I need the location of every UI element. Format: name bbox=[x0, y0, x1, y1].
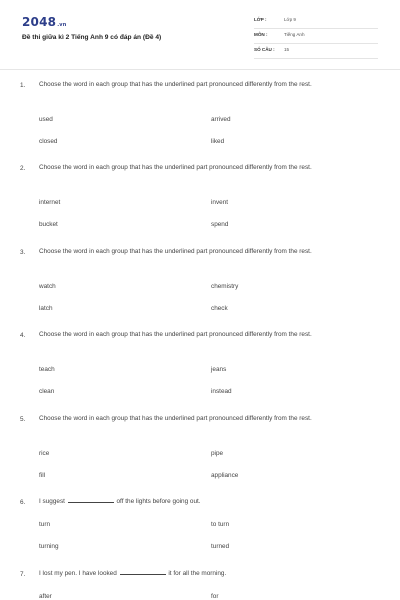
meta-key: LỚP : bbox=[254, 17, 267, 22]
option-c[interactable]: fill bbox=[39, 472, 46, 479]
logo-text: 2048 bbox=[22, 15, 57, 29]
option-a[interactable]: rice bbox=[39, 450, 50, 457]
option-b[interactable]: jeans bbox=[211, 366, 227, 373]
option-a[interactable]: turn bbox=[39, 521, 51, 528]
question-text-after: it for all the morning. bbox=[168, 570, 227, 577]
option-d[interactable]: check bbox=[211, 305, 228, 312]
option-d[interactable]: appliance bbox=[211, 472, 239, 479]
option-a[interactable]: internet bbox=[39, 199, 61, 206]
option-b[interactable]: invent bbox=[211, 199, 229, 206]
option-b[interactable]: chemistry bbox=[211, 283, 239, 290]
meta-row-class bbox=[254, 14, 378, 29]
question-number: 1. bbox=[20, 82, 26, 89]
question-text: Choose the word in each group that has the underlined part pronounced differently from the rest. bbox=[39, 248, 312, 255]
document-title: Đề thi giữa kì 2 Tiếng Anh 9 có đáp án (Đề 4) bbox=[22, 34, 162, 41]
option-b[interactable]: arrived bbox=[211, 116, 231, 123]
option-c[interactable]: latch bbox=[39, 305, 53, 312]
meta-row-question-count bbox=[254, 44, 378, 59]
option-d[interactable]: spend bbox=[211, 221, 229, 228]
question-number: 7. bbox=[20, 571, 26, 578]
question-text bbox=[39, 568, 377, 580]
question-number: 6. bbox=[20, 499, 26, 506]
option-d[interactable]: turned bbox=[211, 543, 230, 550]
option-d[interactable]: instead bbox=[211, 388, 232, 395]
question-number: 3. bbox=[20, 249, 26, 256]
option-c[interactable]: bucket bbox=[39, 221, 58, 228]
option-b[interactable]: for bbox=[211, 593, 219, 600]
meta-key: MÔN : bbox=[254, 32, 268, 37]
option-c[interactable]: closed bbox=[39, 138, 58, 145]
question-number: 4. bbox=[20, 332, 26, 339]
document-header bbox=[0, 0, 400, 70]
question-text-before: I lost my pen. I have looked bbox=[39, 570, 117, 577]
option-a[interactable]: watch bbox=[39, 283, 56, 290]
question-text: Choose the word in each group that has the underlined part pronounced differently from the rest. bbox=[39, 81, 312, 88]
meta-key: SỐ CÂU : bbox=[254, 47, 275, 52]
logo-suffix: .vn bbox=[57, 22, 67, 28]
question-number: 5. bbox=[20, 416, 26, 423]
option-d[interactable]: liked bbox=[211, 138, 225, 145]
meta-value: 15 bbox=[284, 47, 290, 52]
question-text bbox=[39, 496, 377, 508]
option-c[interactable]: clean bbox=[39, 388, 55, 395]
question-text: Choose the word in each group that has the underlined part pronounced differently from the rest. bbox=[39, 164, 312, 171]
option-c[interactable]: turning bbox=[39, 543, 59, 550]
question-text-after: off the lights before going out. bbox=[116, 498, 201, 505]
option-b[interactable]: pipe bbox=[211, 450, 224, 457]
question-text-before: I suggest bbox=[39, 498, 65, 505]
option-a[interactable]: after bbox=[39, 593, 52, 600]
question-text: Choose the word in each group that has the underlined part pronounced differently from the rest. bbox=[39, 415, 312, 422]
option-b[interactable]: to turn bbox=[211, 521, 230, 528]
meta-value: Tiếng Anh bbox=[284, 32, 305, 37]
answer-blank bbox=[120, 569, 166, 575]
meta-row-subject bbox=[254, 29, 378, 44]
site-logo[interactable] bbox=[22, 15, 67, 29]
option-a[interactable]: used bbox=[39, 116, 53, 123]
meta-value: Lớp 9 bbox=[284, 17, 296, 22]
question-text: Choose the word in each group that has the underlined part pronounced differently from the rest. bbox=[39, 331, 312, 338]
question-number: 2. bbox=[20, 165, 26, 172]
header-divider bbox=[0, 69, 400, 70]
option-a[interactable]: teach bbox=[39, 366, 55, 373]
answer-blank bbox=[68, 497, 114, 503]
